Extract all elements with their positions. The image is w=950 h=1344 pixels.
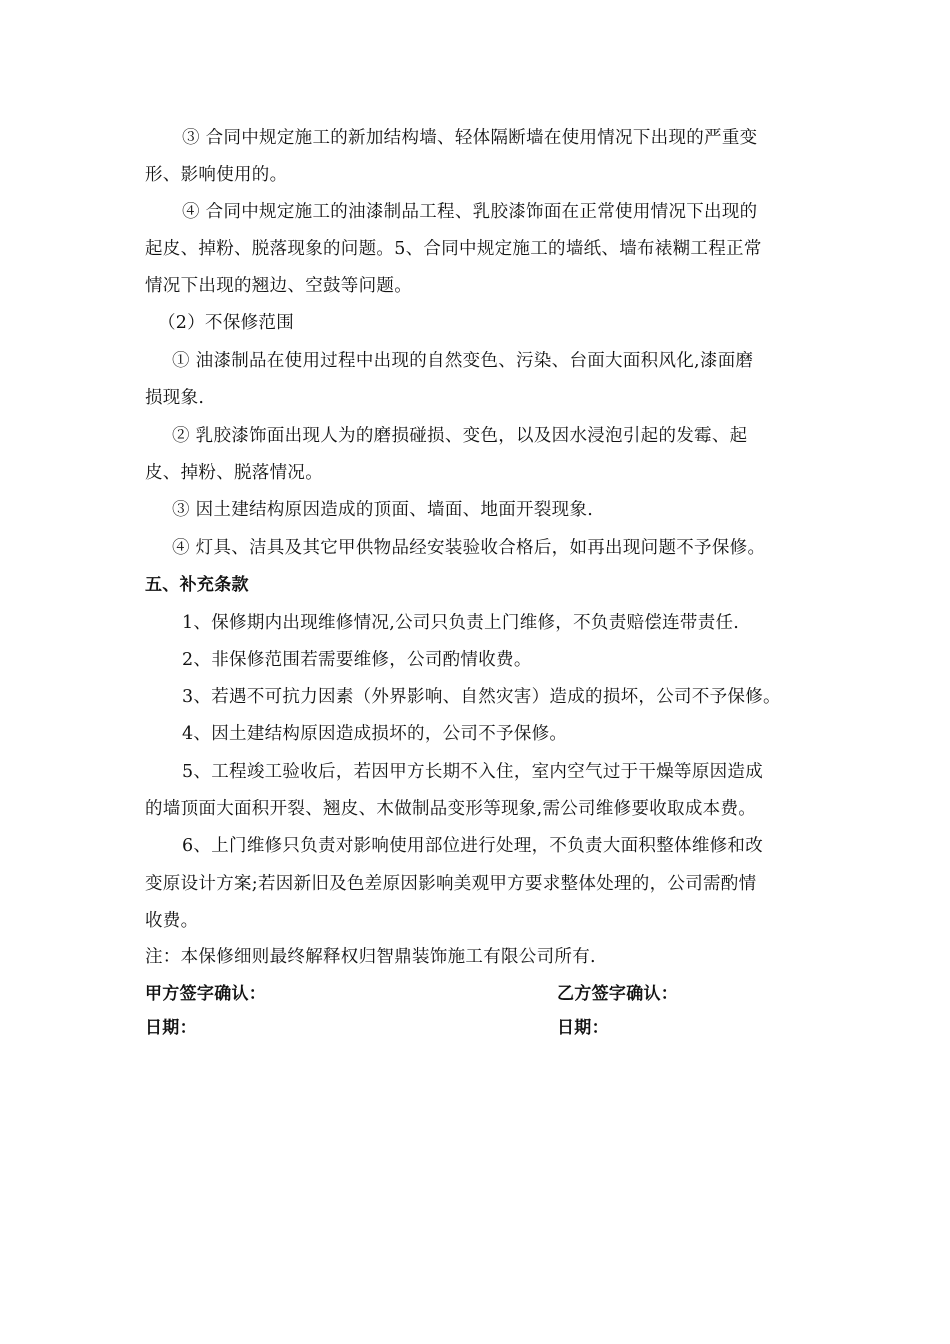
supplementary-item-6-line-1: 6、上门维修只负责对影响使用部位进行处理，不负责大面积整体维修和改: [182, 836, 764, 856]
supplementary-item-6-line-3: 收费。: [145, 911, 199, 931]
no-warranty-item-2-line-1: ② 乳胶漆饰面出现人为的磨损碰损、变色，以及因水浸泡引起的发霉、起: [172, 426, 748, 446]
party-b-signature-label: 乙方签字确认：: [557, 984, 679, 1004]
no-warranty-item-3: ③ 因土建结构原因造成的顶面、墙面、地面开裂现象.: [172, 500, 594, 520]
no-warranty-item-2-line-2: 皮、掉粉、脱落情况。: [145, 463, 323, 483]
supplementary-item-6-line-2: 变原设计方案;若因新旧及色差原因影响美观甲方要求整体处理的，公司需酌情: [145, 874, 757, 894]
supplementary-item-1: 1、保修期内出现维修情况,公司只负责上门维修，不负责赔偿连带责任.: [182, 613, 740, 633]
clause-3-line-2: 形、影响使用的。: [145, 165, 288, 185]
clause-4-line-2: 起皮、掉粉、脱落现象的问题。5、合同中规定施工的墙纸、墙布裱糊工程正常: [145, 239, 762, 259]
supplementary-item-5-line-1: 5、工程竣工验收后，若因甲方长期不入住，室内空气过于干燥等原因造成: [182, 762, 764, 782]
section-heading-no-warranty: （2）不保修范围: [158, 313, 295, 333]
no-warranty-item-1-line-1: ① 油漆制品在使用过程中出现的自然变色、污染、台面大面积风化,漆面磨: [172, 351, 754, 371]
party-b-date-label: 日期：: [557, 1018, 609, 1038]
party-a-signature-label: 甲方签字确认：: [145, 984, 267, 1004]
clause-3-line-1: ③ 合同中规定施工的新加结构墙、轻体隔断墙在使用情况下出现的严重变: [182, 128, 758, 148]
supplementary-item-2: 2、非保修范围若需要维修，公司酌情收费。: [182, 650, 532, 670]
no-warranty-item-4: ④ 灯具、洁具及其它甲供物品经安装验收合格后，如再出现问题不予保修。: [172, 538, 766, 558]
clause-4-line-3: 情况下出现的翘边、空鼓等问题。: [145, 276, 412, 296]
no-warranty-item-1-line-2: 损现象.: [145, 388, 205, 408]
supplementary-item-5-line-2: 的墙顶面大面积开裂、翘皮、木做制品变形等现象,需公司维修要收取成本费。: [145, 799, 757, 819]
supplementary-item-3: 3、若遇不可抗力因素（外界影响、自然灾害）造成的损坏，公司不予保修。: [182, 687, 781, 707]
supplementary-item-4: 4、因土建结构原因造成损坏的，公司不予保修。: [182, 724, 568, 744]
section-heading-supplementary: 五、补充条款: [145, 575, 249, 595]
interpretation-note: 注：本保修细则最终解释权归智鼎装饰施工有限公司所有.: [145, 947, 596, 967]
party-a-date-label: 日期：: [145, 1018, 197, 1038]
clause-4-line-1: ④ 合同中规定施工的油漆制品工程、乳胶漆饰面在正常使用情况下出现的: [182, 202, 758, 222]
